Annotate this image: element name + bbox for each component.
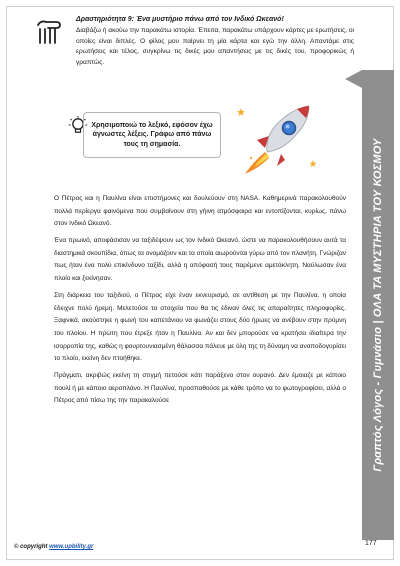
tip-text: Χρησιμοποιώ το λεξικό, εφόσον έχω άγνωστες λέξεις. Γράφω από πάνω τους τη σημασία. xyxy=(91,121,213,148)
footer-copyright xyxy=(14,544,93,550)
sidebar-notch xyxy=(345,70,362,88)
story-paragraph: Ένα πρωινό, αποφάσισαν να ταξιδέψουν ως τον Ινδικό Ωκεανό, ώστε να παρακολουθήσουν αυτά τα διαστημικά σκουπίδια, όπως τα ονομάζουν και τα οποία αιωρούνται γύρω από τον πλανήτη. Γνώριζαν πως ήταν ένα πολύ επικίνδυνο ταξίδι, αλλά η απόφασή τους παρέμενε αμετάκλητη. Ναύλωσαν ένα πλοίο και ξεκίνησαν. xyxy=(54,237,346,283)
story-paragraph: Ο Πέτρος και η Παυλίνα είναι επιστήμονες και δουλεύουν στη NASA. Καθημερινά παρακολουθούν πολλά περίεργα φαινόμενα που συμβαίνουν στη γήινη ατμόσφαιρα και εντοπίζονται, κυρίως, πάνω στον Ινδικό Ωκεανό. xyxy=(54,195,346,228)
website-link[interactable]: www.upbility.gr xyxy=(49,544,94,550)
activity-title: Δραστηριότητα 9: Ένα μυστήριο πάνω από τον Ινδικό Ωκεανό! xyxy=(76,16,284,23)
copyright-label: © copyright xyxy=(14,544,50,550)
writing-hand-icon xyxy=(36,17,62,45)
sidebar-title: Γραπτός Λόγος - Γυμνάσιο | ΟΛΑ ΤΑ ΜΥΣΤΗΡΙΑ ΤΟΥ ΚΟΣΜΟΥ xyxy=(372,138,384,472)
story-paragraph: Πράγματι, ακριβώς εκείνη τη στιγμή πετούσε κάτι παράξενο στον ουρανό. Δεν έμοιαζε με κάποιο πουλί ή με κάποιο αεροπλάνο. Η Παυλίνα, προσπαθούσε με κάθε τρόπο να το φωτογραφίσει, αλλά ο Πέτρος από πίσω της την παρακαλούσε xyxy=(54,372,346,405)
story-text xyxy=(54,193,346,408)
rocket-icon xyxy=(235,96,321,182)
story-paragraph: Στη διάρκεια του ταξιδιού, ο Πέτρος είχε έναν εκνευρισμό, σε αντίθεση με την Παυλίνα, η οποία έδειχνε πολύ ήρεμη. Μελετούσε τα στοιχεία που θα τις έδιναν όλες τις απαραίτητες πληροφορίες. Ξαφνικά, ακούστηκε η φωνή του καπετάνιου να φωνάζει στους δύο ήρωες να ανέβουν στην πρύμνη του πλοίου. Η πρώτη που έτρεξε ήταν η Παυλίνα. Αν και δεν μπορούσε να κρατήσει ιδιαίτερα την ισορροπία της, καθώς η φουρτουνιασμένη θάλασσα πάλευε με όλη της τη δύναμη να αναποδογυρίσει το πλοίο, εκείνη δεν πτοήθηκε. xyxy=(54,292,346,363)
activity-description: Διαβάζω ή ακούω την παρακάτω ιστορία. Έπειτα, παρακάτω υπάρχουν κάρτες με ερωτήσεις, οι οποίες είναι διπλές. Ο φίλος μου παίρνει τη μία κάρτα και εγώ την άλλη. Απαντάμε στις ερωτήσεις και τέλος, συγκρίνω τις δικές μου απαντήσεις με τις δικές του, προφορικώς ή γραπτώς. xyxy=(76,27,354,66)
tip-box xyxy=(83,112,221,158)
page-number: 177 xyxy=(365,540,377,547)
